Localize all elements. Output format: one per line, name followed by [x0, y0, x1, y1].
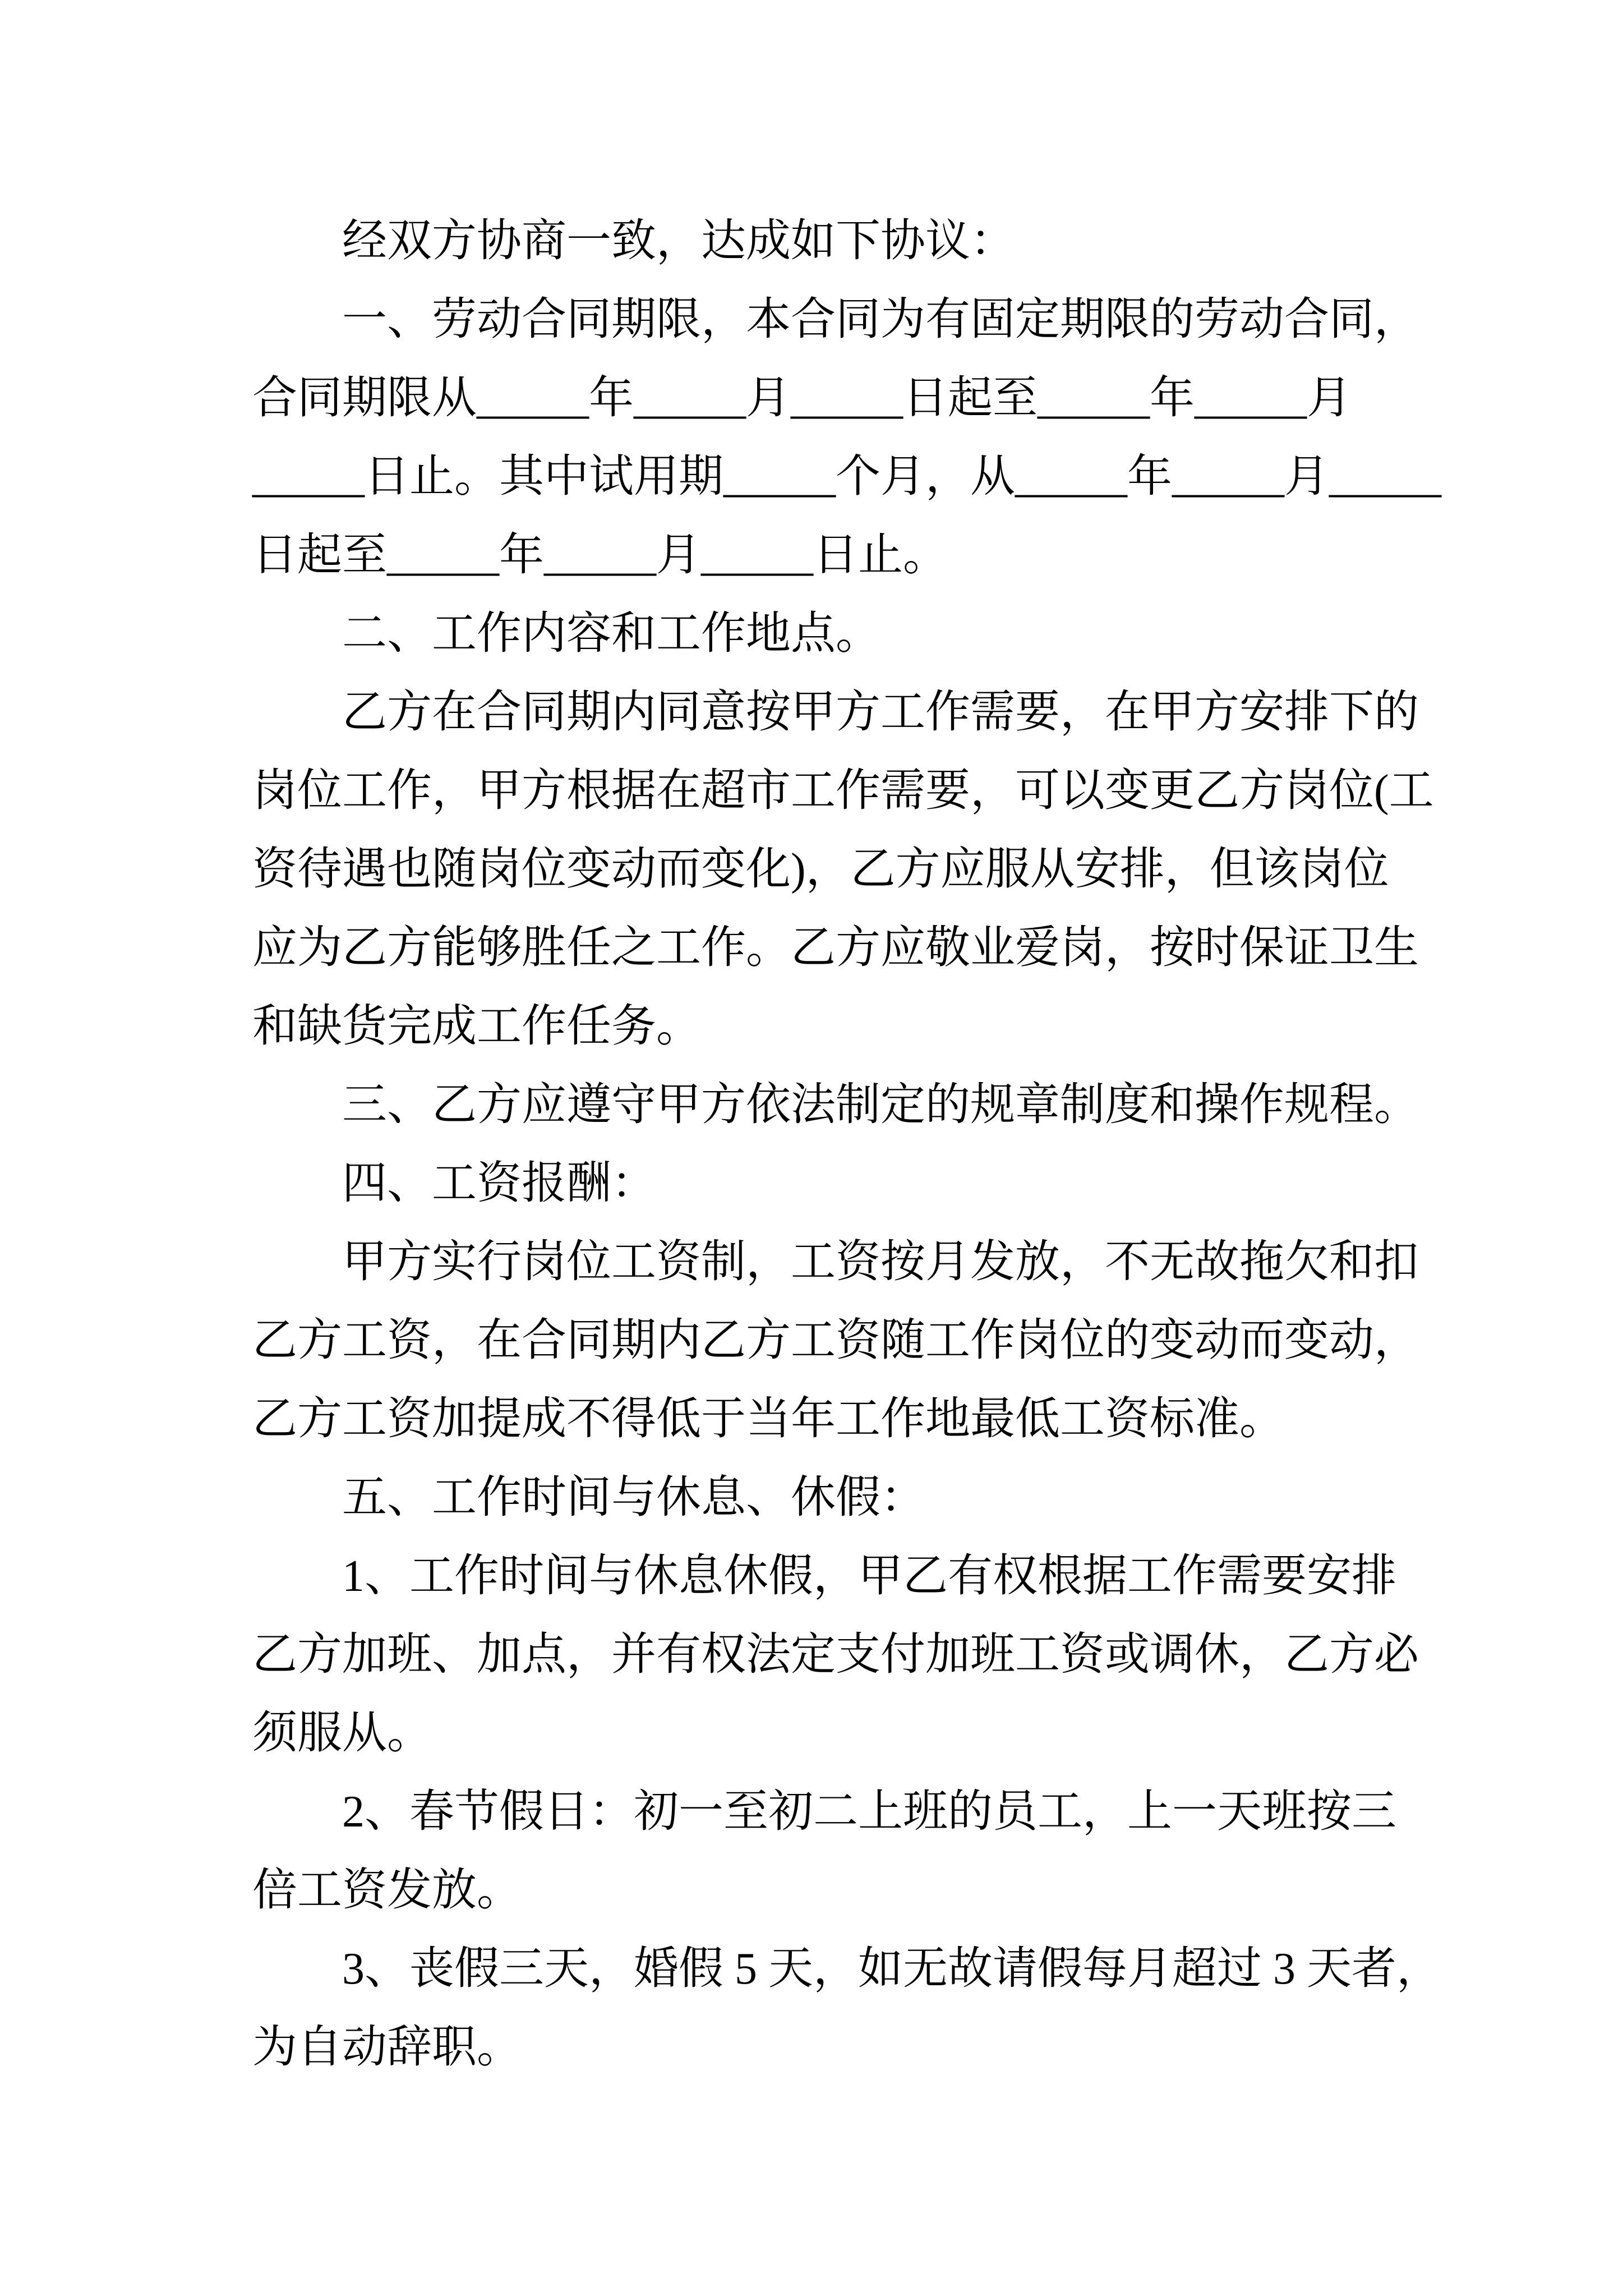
- text-line: 四、工资报酬：: [342, 1159, 656, 1208]
- text-line: 一、劳动合同期限，本合同为有固定期限的劳动合同，: [342, 295, 1419, 344]
- text-line: 倍工资发放。: [252, 1866, 522, 1915]
- text-line: 1、工作时间与休息休假，甲乙有权根据工作需要安排: [342, 1552, 1396, 1601]
- text-line: 和缺货完成工作任务。: [252, 1002, 701, 1051]
- text-line: 资待遇也随岗位变动而变化)，乙方应服从安排，但该岗位: [252, 845, 1389, 894]
- text-line: 3、丧假三天，婚假 5 天，如无故请假每月超过 3 天者，: [342, 1944, 1441, 1994]
- text-line: 岗位工作，甲方根据在超市工作需要，可以变更乙方岗位(工: [252, 766, 1434, 816]
- text-line: 乙方工资加提成不得低于当年工作地最低工资标准。: [252, 1395, 1284, 1444]
- text-line: 五、工作时间与休息、休假：: [342, 1473, 925, 1522]
- contract-body-text: [252, 202, 1441, 2087]
- text-line: 甲方实行岗位工资制，工资按月发放，不无故拖欠和扣: [342, 1237, 1419, 1287]
- text-line: 三、乙方应遵守甲方依法制定的规章制度和操作规程。: [342, 1080, 1419, 1130]
- text-line: 合同期限从_____年_____月_____日起至_____年_____月: [252, 374, 1352, 423]
- text-line: 乙方加班、加点，并有权法定支付加班工资或调休，乙方必: [252, 1630, 1419, 1680]
- text-line: 2、春节假日：初一至初二上班的员工，上一天班按三: [342, 1787, 1396, 1837]
- text-line: _____日止。其中试用期_____个月，从_____年_____月_____: [252, 452, 1441, 501]
- text-line: 日起至_____年_____月_____日止。: [252, 531, 948, 580]
- text-line: 经双方协商一致，达成如下协议：: [342, 217, 1015, 266]
- text-line: 二、工作内容和工作地点。: [342, 609, 880, 659]
- text-line: 乙方工资，在合同期内乙方工资随工作岗位的变动而变动，: [252, 1316, 1419, 1365]
- text-line: 须服从。: [252, 1709, 432, 1758]
- text-line: 为自动辞职。: [252, 2023, 522, 2072]
- text-line: 应为乙方能够胜任之工作。乙方应敬业爱岗，按时保证卫生: [252, 923, 1419, 973]
- text-line: 乙方在合同期内同意按甲方工作需要，在甲方安排下的: [342, 688, 1419, 737]
